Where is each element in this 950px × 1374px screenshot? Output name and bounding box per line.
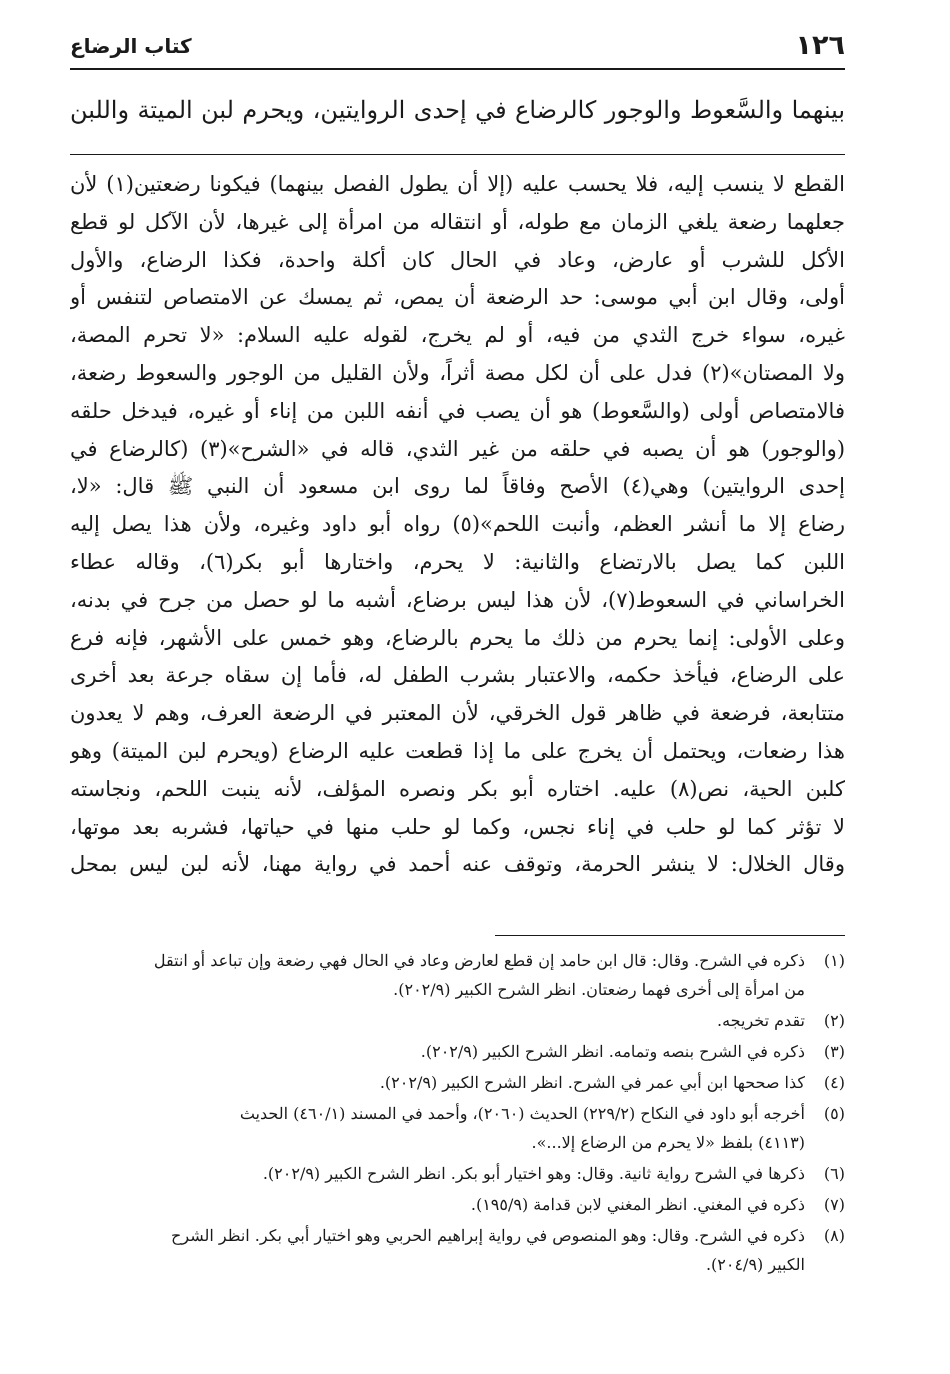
footnote [70,1068,845,1097]
page-number: ١٢٦ [795,30,845,61]
footnote-number: (٤) [823,1073,845,1092]
commentary-line: وعلى الأولى: إنما يحرم من ذلك ما يحرم بالرضاع، وهو خمس على الأشهر، فإنه فرع [70,625,845,650]
footnote-number: (٥) [823,1104,845,1123]
commentary-line: (والوجور) هو أن يصبه في حلقه من غير الثدي، قاله في «الشرح»(٣) (كالرضاع في [70,436,845,461]
footnote-text: أخرجه أبو داود في النكاح (٢٢٩/٢) الحديث (٢٠٦٠)، وأحمد في المسند (٤٦٠/١) الحديث [239,1104,805,1123]
footnote-number: (١) [823,951,845,970]
footnote-text: ذكره في الشرح. وقال: وهو المنصوص في رواية إبراهيم الحربي وهو اختيار أبي بكر. انظر الشرح [171,1226,805,1245]
footnote-text: (٤١١٣) بلفظ «لا يحرم من الرضاع إلا...». [531,1133,805,1152]
commentary-line: ولا المصتان»(٢) فدل على أن لكل مصة أثراً، ولأن القليل من الوجور والسعوط رضعة، [70,360,845,385]
footnote-separator [495,935,845,936]
running-title: كتاب الرضاع [70,34,192,58]
commentary-line: القطع لا ينسب إليه، فلا يحسب عليه (إلا أن يطول الفصل بينهما) فيكونا رضعتين(١) لأن [70,172,845,196]
footnote-text: الكبير (٢٠٤/٩). [705,1255,805,1274]
footnote [70,946,845,1004]
footnote-number: (٢) [823,1011,845,1030]
footnote-number: (٣) [823,1042,845,1061]
footnote [70,1159,845,1188]
footnote-text: كذا صححها ابن أبي عمر في الشرح. انظر الشرح الكبير (٢٠٢/٩). [379,1073,805,1092]
commentary-line: الخراساني في السعوط(٧)، لأن هذا ليس برضاع، أشبه ما لو حصل من جرح في بدنه، [70,587,845,612]
footnote-text: ذكره في الشرح بنصه وتمامه. انظر الشرح الكبير (٢٠٢/٩). [420,1042,805,1061]
footnote-number: (٨) [823,1226,845,1245]
commentary-line: كلبن الحية، نص(٨) عليه. اختاره أبو بكر ونصره المؤلف، لأنه ينبت اللحم، ونجاسته [70,776,845,801]
footnote-text: من امرأة إلى أخرى فهما رضعتان. انظر الشرح الكبير (٢٠٢/٩). [393,980,805,999]
footnote [70,1037,845,1066]
footnote-number: (٧) [823,1195,845,1214]
footnote [70,1190,845,1219]
footnote [70,1099,845,1157]
commentary-line: وقال الخلال: لا ينشر الحرمة، وتوقف عنه أحمد في رواية مهنا، لأنه لبن ليس بمحل [70,852,845,877]
footnote-text: تقدم تخريجه. [717,1011,805,1030]
footnote-text: ذكرها في الشرح رواية ثانية. وقال: وهو اختيار أبو بكر. انظر الشرح الكبير (٢٠٢/٩). [262,1164,805,1183]
commentary-line: غيره، سواء خرج الثدي من فيه، أو لم يخرج، لقوله عليه السلام: «لا تحرم المصة، [70,323,845,348]
commentary-body [70,166,845,884]
commentary-line: رضاع إلا ما أنشر العظم، وأنبت اللحم»(٥) رواه أبو داود وغيره، ولأن هذا يصل إليه [70,512,845,537]
commentary-line: لا تؤثر كما لو حلب في إناء نجس، وكما لو حلب منها في حياتها، فشربه بعد موتها، [70,814,845,839]
footnote-text: ذكره في الشرح. وقال: قال ابن حامد إن قطع لعارض وعاد في الحال فهي رضعة وإن تباعد أو انتقل [153,951,805,970]
commentary-line: فالامتصاص أولى (والسَّعوط) هو أن يصب في أنفه اللبن من إناء أو غيره، فيدخل حلقه [70,398,845,423]
commentary-line: اللبن كما يصل بالارتضاع والثانية: لا يحرم، واختارها أبو بكر(٦)، وقاله عطاء [70,549,845,574]
footnotes [70,946,845,1281]
main-text-line: بينهما والسَّعوط والوجور كالرضاع في إحدى الروايتين، ويحرم لبن الميتة واللبن [70,88,845,155]
commentary-line: إحدى الروايتين) وهي(٤) الأصح وفاقاً لما روى ابن مسعود أن النبي ﷺ قال: «لا، [70,474,845,499]
commentary-line: متتابعة، فرضعة في ظاهر قول الخرقي، لأن المعتبر في الرضعة العرف، وهم لا يعدون [70,701,845,726]
footnote [70,1221,845,1279]
commentary-line: هذا رضعات، ويحتمل أن يخرج على ما إذا قطعت عليه الرضاع (ويحرم لبن الميتة) وهو [70,738,845,763]
footnote [70,1006,845,1035]
commentary-line: جعلهما رضعة يلغي الزمان مع طوله، أو انتقاله من امرأة إلى غيرها، لأن الآكل لو قطع [70,209,845,234]
commentary-line: على الرضاع، فيأخذ حكمه، والاعتبار بشرب الطفل له، فأما إن سقاه جرعة بعد أخرى [70,663,845,688]
page-header [70,28,845,70]
commentary-line: الأكل للشرب أو عارض، وعاد في الحال كان أكلة واحدة، فكذا الرضاع، والأول [70,247,845,272]
commentary-line: أولى، وقال ابن أبي موسى: حد الرضعة أن يمص، ثم يمسك عن الامتصاص لتنفس أو [70,285,845,310]
footnote-text: ذكره في المغني. انظر المغني لابن قدامة (١٩٥/٩). [470,1195,805,1214]
footnote-number: (٦) [823,1164,845,1183]
